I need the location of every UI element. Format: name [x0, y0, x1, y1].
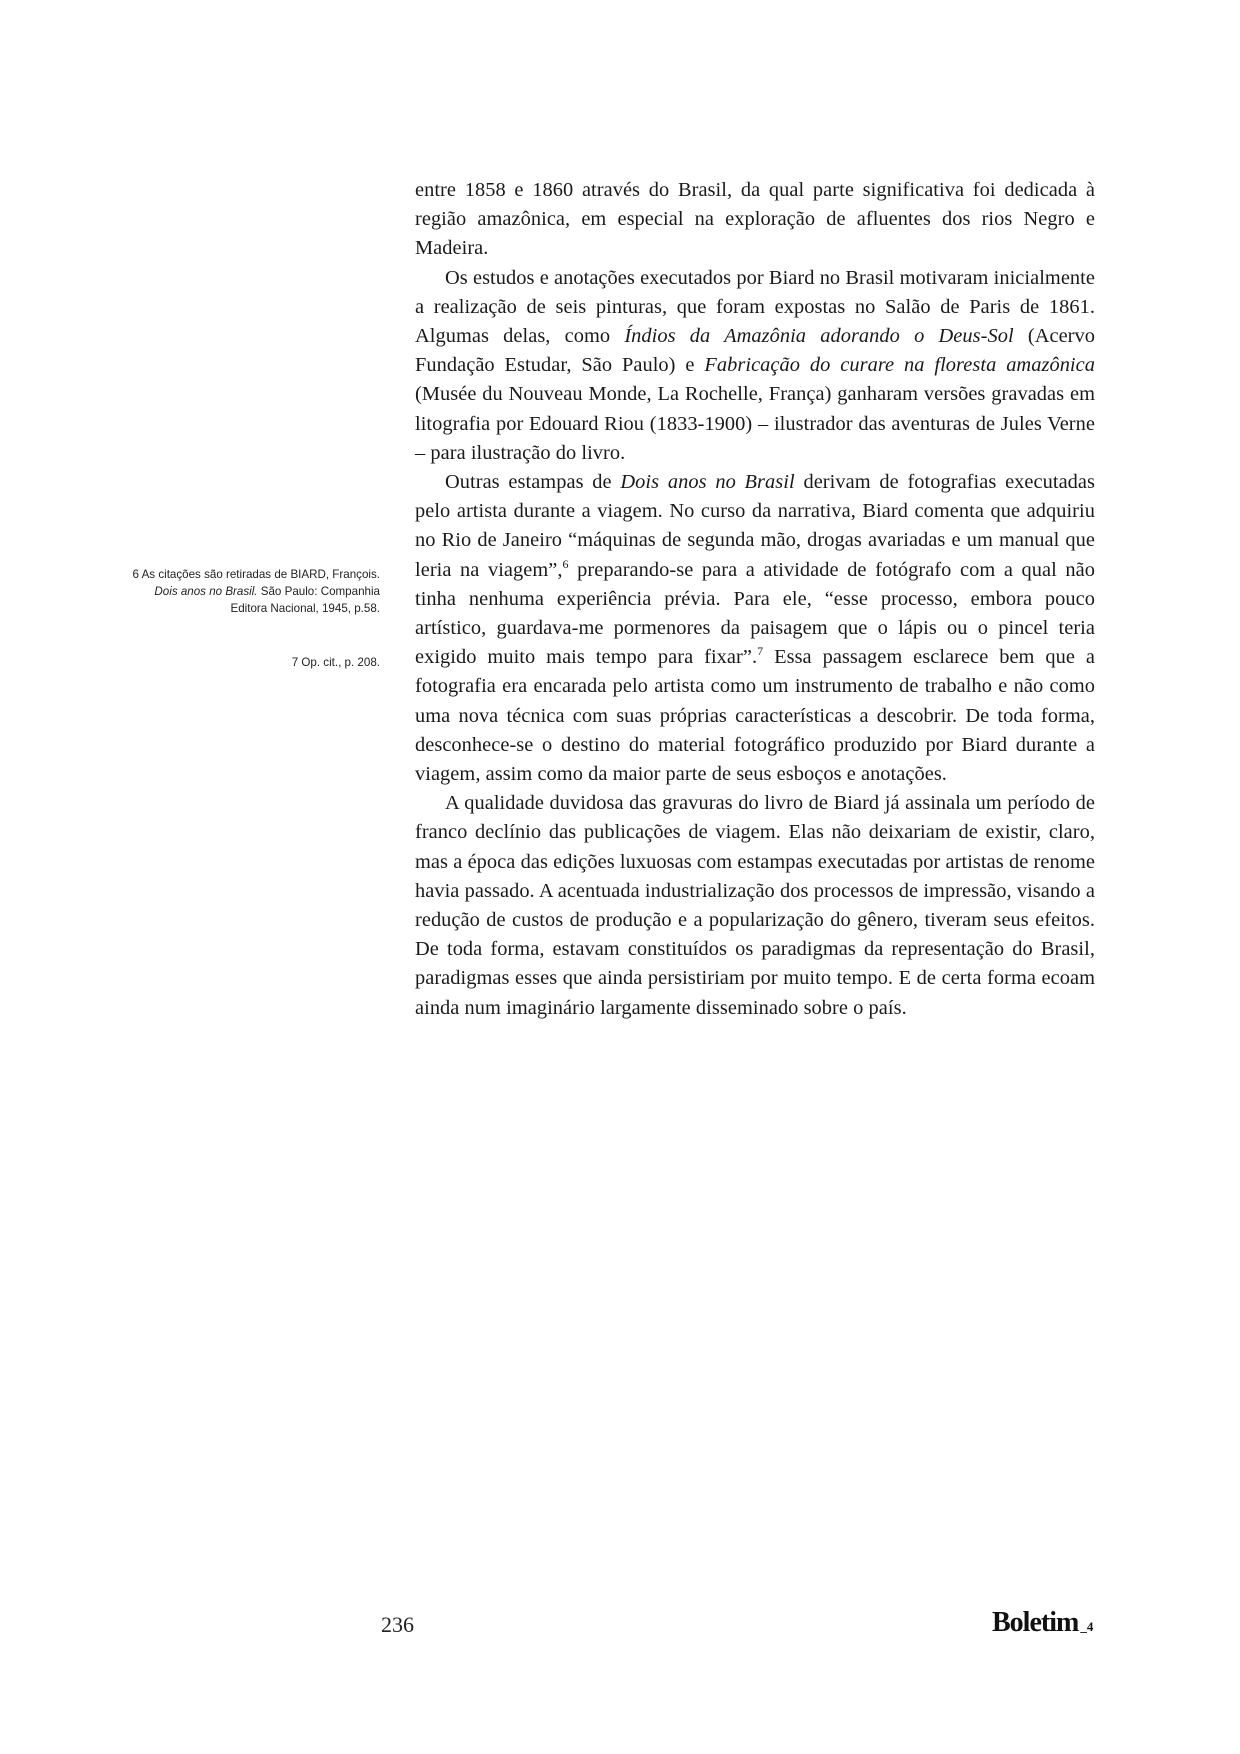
page-number: 236	[381, 1612, 414, 1637]
paragraph-2-title-1: Índios da Amazônia adorando o Deus-Sol	[624, 325, 1014, 348]
footnote-ref-7: 7	[757, 644, 764, 659]
paragraph-3-part-b: derivam de fotografias executadas pelo artista durante a viagem. No curso da narrativa, Biard comenta que adquiriu no Rio de Janeiro “máquinas de segunda mão, drogas avariadas e um manual que leria na viagem”,	[415, 471, 1096, 581]
footnote-7: 7 Op. cit., p. 208.	[291, 656, 380, 669]
paragraph-3	[415, 468, 1095, 789]
brand-issue-number: _4	[1080, 1619, 1094, 1634]
paragraph-3-part-a: Outras estampas de	[445, 471, 621, 494]
brand-name: Boletim	[992, 1607, 1079, 1638]
footnote-6-part-b: São Paulo: Companhia Editora Nacional, 1945, p.58.	[230, 585, 380, 615]
main-text-column	[415, 176, 1095, 1023]
brand-logo	[992, 1607, 1093, 1639]
footnote-6-part-a: 6 As citações são retiradas de BIARD, François.	[132, 568, 380, 581]
paragraph-4: A qualidade duvidosa das gravuras do livro de Biard já assinala um período de franco declínio das publicações de viagem. Elas não deixariam de existir, claro, mas a época das edições luxuosas com estampas executadas por artistas de renome havia passado. A acentuada industrialização dos processos de impressão, visando a redução de custos de produção e a popularização do gênero, tiveram seus efeitos. De toda forma, estavam constituídos os paradigmas da representação do Brasil, paradigmas esses que ainda persistiriam por muito tempo. E de certa forma ecoam ainda num imaginário largamente disseminado sobre o país.	[415, 792, 1095, 1019]
paragraph-1: entre 1858 e 1860 através do Brasil, da qual parte significativa foi dedicada à região amazônica, em especial na exploração de afluentes dos rios Negro e Madeira.	[415, 179, 1095, 260]
paragraph-3-part-c: preparando-se para a atividade de fotógrafo com a qual não tinha nenhuma experiência prévia. Para ele, “esse processo, embora pouco artístico, guardava-me pormenores da paisagem que o lápis ou o pincel teria exigido muito mais tempo para fixar”.	[415, 558, 1095, 669]
paragraph-2-part-b: (Acervo Fundação Estudar, São Paulo) e	[415, 325, 1095, 377]
footnote-6	[130, 566, 380, 617]
footnote-ref-6: 6	[562, 556, 569, 571]
paragraph-3-title: Dois anos no Brasil	[620, 471, 795, 494]
paragraph-2-title-2: Fabricação do curare na floresta amazônica	[704, 354, 1095, 377]
paragraph-2-part-c: (Musée du Nouveau Monde, La Rochelle, França) ganharam versões gravadas em litografia por Edouard Riou (1833-1900) – ilustrador das aventuras de Jules Verne – para ilustração do livro.	[415, 383, 1095, 464]
footnote-6-title: Dois anos no Brasil.	[154, 585, 258, 598]
paragraph-2-part-a: Os estudos e anotações executados por Biard no Brasil motivaram inicialmente a realização de seis pinturas, que foram expostas no Salão de Paris de 1861. Algumas delas, como	[415, 266, 1095, 348]
paragraph-3-part-d: Essa passagem esclarece bem que a fotografia era encarada pelo artista como um instrumento de trabalho e não como uma nova técnica com suas próprias características a descobrir. De toda forma, desconhece-se o destino do material fotográfico produzido por Biard durante a viagem, assim como da maior parte de seus esboços e anotações.	[415, 646, 1095, 786]
paragraph-2	[415, 264, 1095, 468]
